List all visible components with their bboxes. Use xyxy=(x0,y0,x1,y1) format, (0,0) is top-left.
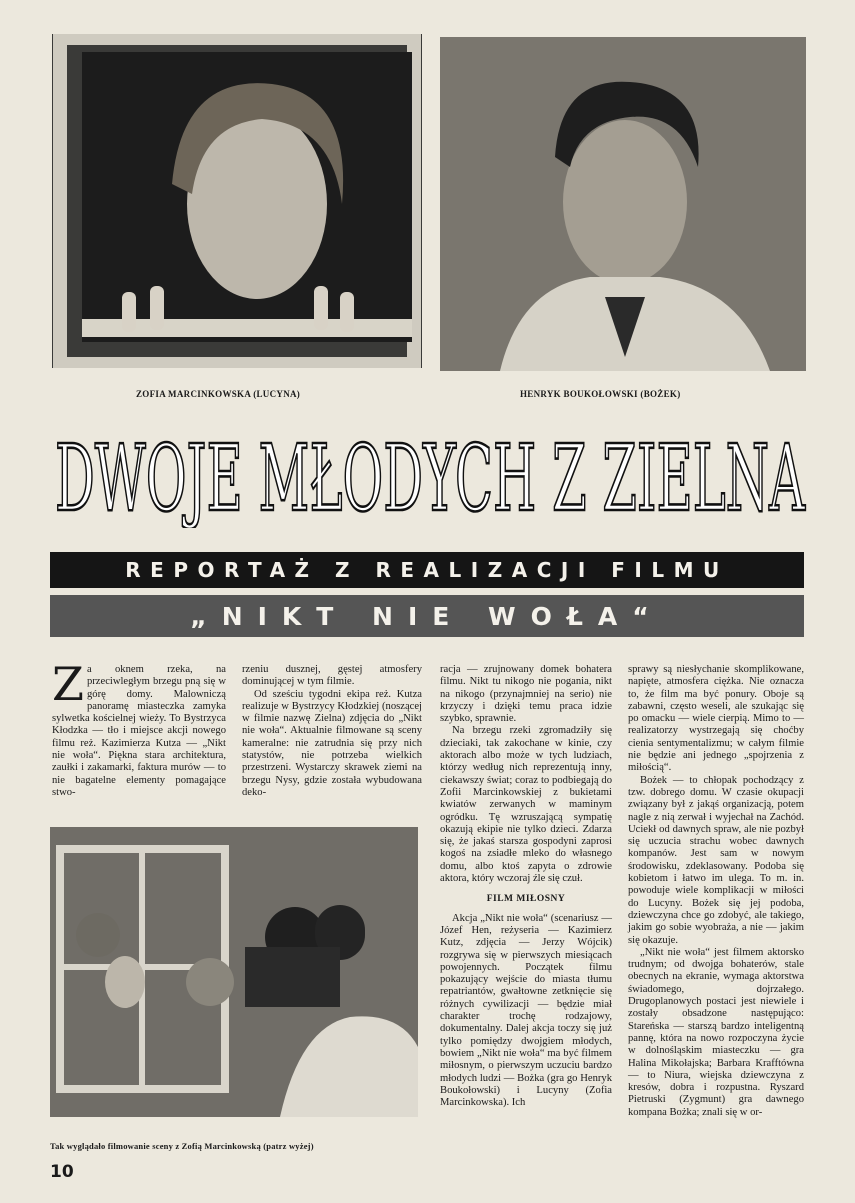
col2-paragraph: Od sześciu tygodni ekipa reż. Kutza realizuje w Bystrzycy Kłodzkiej (noszącej w filmie nazwę Zielna) zdjęcia do „Nikt nie woła“. Aktualnie filmowane są sceny kameralne: nie zatrudnia się przy nich statystów, nie potrzeba wielkich przestrzeni. Wystarczy skrawek ziemi na brzegu Nysy, gdzie została wybudowana deko- xyxy=(242,688,422,798)
article-column-3 xyxy=(440,664,612,1109)
caption-right: HENRYK BOUKOŁOWSKI (BOŻEK) xyxy=(520,389,681,399)
article-column-4 xyxy=(628,664,804,1119)
photo-lucyna xyxy=(52,34,422,368)
page-number: 10 xyxy=(50,1162,74,1182)
col2-paragraph: rzeniu dusznej, gęstej atmosfery dominującej w tym filmie. xyxy=(242,664,422,688)
section-heading: FILM MIŁOSNY xyxy=(486,894,566,905)
photo-caption: Tak wyglądało filmowanie sceny z Zofią Marcinkowską (patrz wyżej) xyxy=(50,1141,314,1151)
caption-left: ZOFIA MARCINKOWSKA (LUCYNA) xyxy=(136,389,301,399)
subtitle-band: REPORTAŻ Z REALIZACJI FILMU xyxy=(50,552,804,588)
photo-filming-scene xyxy=(50,827,418,1117)
col1-text: a oknem rzeka, na przeciwległym brzegu pną się w górę domy. Malowniczą panoramę miasteczka zamyka sylwetka kościelnej wieży. To Bystrzyca Kłodzka — tło i miejsce akcji nowego filmu reż. Kazimierza Kutza — „Nikt nie woła“. Piękna stara architektura, zaułki i zakamarki, faktura murów — to nie bagatelne elementy pomagające stwo- xyxy=(52,664,226,798)
col3-paragraph: Akcja „Nikt nie woła“ (scenariusz — Józef Hen, reżyseria — Kazimierz Kutz, zdjęcia — Jerzy Wójcik) rozgrywa się w pierwszych miesiącach powojennych. Początek filmu pokazujący wejście do miasta tłumu repatriantów, gwałtowne zetknięcie się różnych cywilizacji — będzie miał charakter trochę rodzajowy, dokumentalny. Dalej akcja toczy się już tylko pomiędzy dwojgiem młodych, bowiem „Nikt nie woła“ ma być filmem miłosnym, o pierwszym uczuciu bardzo młodych ludzi — Bożka (gra go Henryk Boukołowski) i Lucyny (Zofia Marcinkowska). Ich xyxy=(440,912,612,1109)
photo-lucyna-image xyxy=(52,34,422,368)
headline-text: DWOJE MŁODYCH Z ZIELNA xyxy=(55,425,806,528)
film-title-band: „NIKT NIE WOŁA“ xyxy=(50,595,804,637)
article-column-2 xyxy=(242,664,422,799)
photo-bozek-image xyxy=(440,37,806,371)
col4-paragraph: Bożek — to chłopak pochodzący z tzw. dobrego domu. W czasie okupacji związany był z jakąś organizacją, potem nagle z nią zerwał i wyjechał na Zachód. Uciekł od dawnych spraw, ale nie pozbył się uczucia strachu wobec dawnych kompanów. Jest sam w nowym środowisku, zdeklasowany. Podoba się kobietom i łatwo im ulega. To m. in. powoduje wiele komplikacji w miłości do Lucyny. Bożek się jej podoba, dziewczyna chce go zdobyć, ale takiego, jakim go sobie wyobraża, a nie — jakim się okazuje. xyxy=(628,774,804,946)
photo-filming-scene-image xyxy=(50,827,418,1117)
drop-cap: Z xyxy=(52,657,84,711)
col4-paragraph: sprawy są niesłychanie skomplikowane, napięte, atmosfera ciężka. Nie oznacza to, że film ma być ponury. Oboje są zabawni, często weseli, ale szukając się po omacku — wiele cierpią. Mimo to — realizatorzy wystrzegają się choćby cienia sentymentalizmu; w całym filmie nie będzie ani jednego „spojrzenia z miłością“. xyxy=(628,664,804,774)
article-column-1 xyxy=(52,657,226,799)
headline xyxy=(52,418,808,528)
col3-paragraph: racja — zrujnowany domek bohatera filmu. Nikt tu nikogo nie pogania, nikt na nikogo (przynajmniej na serio) nie krzyczy i dzięki temu praca idzie szybko, sprawnie. xyxy=(440,664,612,725)
col3-paragraph: Na brzegu rzeki zgromadziły się dzieciaki, tak zakochane w kinie, czy aktorach albo może w tych ludziach, którzy według nich reprezentują inny, ciekawszy świat; coraz to podbiegają do Zofii Marcinkowskiej z bukietami kwiatów zerwanych w maminym ogródku. Tę wzruszającą sympatię okazują ekipie nie tylko dzieci. Zdarza się, że jakaś starsza gospodyni zaprosi kogoś na zsiadłe mleko do własnego domu, albo ktoś zapyta o zdrowie aktora, który wczoraj źle się czuł. xyxy=(440,725,612,885)
photo-bozek xyxy=(440,37,806,371)
col4-paragraph: „Nikt nie woła“ jest filmem aktorsko trudnym; od dwojga bohaterów, stale obecnych na ekranie, wymaga aktorstwa świadomego, dojrzałego. Drugoplanowych postaci jest niewiele i zostały obsadzone następująco: Stareńska — starszą bardzo inteligentną pannę, która na nowo rozpoczyna życie w dolnośląskim miasteczku — gra Halina Mikołajska; Barbara Krafftówna — to Niura, wiejska dziewczyna z kresów, dobra i rozpustna. Ryszard Pietruski (Zygmunt) gra dawnego kompana Bożka; znali się w or- xyxy=(628,946,804,1118)
